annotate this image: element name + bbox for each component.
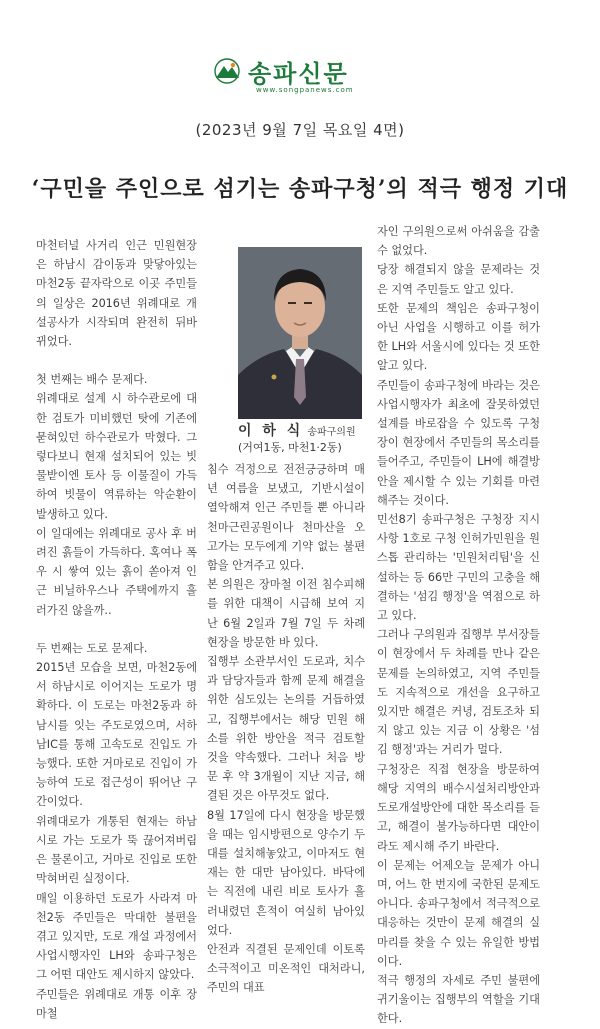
article-paragraph: 두 번째는 도로 문제다. [36, 641, 148, 655]
article-paragraph: 당장 해결되지 않을 문제라는 것은 지역 주민들도 알고 있다. [377, 263, 540, 296]
article-paragraph: 자인 구의원으로써 아쉬움을 감출 수 없었다. [377, 225, 540, 258]
author-role: 송파구의원 [307, 427, 356, 438]
newspaper-logo-icon [212, 58, 242, 84]
article-paragraph: 민선8기 송파구청은 구청장 지시사항 1호로 구청 인허가민원을 원스톱 관리하는 '민원처리팀'을 신설하는 등 66만 구민의 고충을 해결하는 '섬김 행정'을 역점으로 하고 있다. [377, 513, 540, 623]
article-paragraph: 침수 걱정으로 전전긍긍하며 매년 여름을 보냈고, 기반시설이 열악해져 인근 주민들 뿐 아니라 천마근린공원이나 천마산을 오고가는 모두에게 기약 없는 불편함을 안겨주고 있다. [207, 463, 365, 573]
article-paragraph: 이 일대에는 위례대로 공사 후 버려진 흙들이 가득하다. 혹여나 폭우 시 쌓여 있는 흙이 쏟아져 인근 비닐하우스나 주택에까지 흘러가진 않을까.. [36, 526, 197, 617]
author-photo [238, 247, 362, 419]
article-paragraph: 안전과 직결된 문제인데 이토록 소극적이고 미온적인 대처라니, 주민의 대표 [207, 943, 365, 995]
author-name: 이 하 식 [238, 423, 304, 439]
article-column-3 [377, 222, 540, 1029]
newspaper-title: 송파신문 [248, 60, 349, 88]
author-portrait-image [238, 247, 362, 419]
paragraph-gap [36, 351, 197, 370]
article-paragraph: 2015년 모습을 보면, 마천2동에서 하남시로 이어지는 도로가 명확하다. 이 도로는 마천2동과 하남시를 잇는 주도로였으며, 서하남IC를 통해 고속도로 진입도 가능했다. 또한 거마로로 진입이 가능하여 도로 접근성이 뛰어난 구간이었다. [36, 661, 197, 809]
article-paragraph: 매일 이용하던 도로가 사라져 마천2동 주민들은 막대한 불편을 겪고 있지만, 도로 개설 과정에서 사업시행자인 LH와 송파구청은 그 어떤 대안도 제시하지 않았다. [36, 891, 197, 982]
article-paragraph: 주민들은 위례대로 개통 이후 장마철 [36, 987, 197, 1020]
article-paragraph: 구청장은 직접 현장을 방문하여 해당 지역의 배수시설처리방안과 도로개설방안에 대한 목소리를 듣고, 해결이 불가능하다면 대안이라도 제시해 주기 바란다. [377, 762, 540, 853]
article-headline: ‘구민을 주인으로 섬기는 송파구청’의 적극 행정 기대 [31, 176, 569, 202]
article-paragraph: 주민들이 송파구청에 바라는 것은 사업시행자가 최초에 잘못하였던 설계를 바로잡을 수 있도록 구청장이 현장에서 주민들의 목소리를 들어주고, 주민들이 LH에 해결방안을 제시할 수 있는 기회를 마련해주는 것이다. [377, 378, 540, 507]
article-paragraph: 마천터널 사거리 인근 민원현장은 하남시 감이동과 맞닿아있는 마천2동 끝자락으로 이곳 주민들의 일상은 2016년 위례대로 개설공사가 시작되며 완전히 뒤바뀌었다. [36, 239, 197, 349]
article-column-2 [207, 460, 365, 998]
article-paragraph: 첫 번째는 배수 문제다. [36, 373, 148, 387]
article-paragraph: 적극 행정의 자세로 주민 불편에 귀기울이는 집행부의 역할을 기대한다. [377, 973, 540, 1026]
paragraph-gap [36, 620, 197, 639]
article-paragraph: 또한 문제의 책임은 송파구청이 아닌 사업을 시행하고 이를 허가한 LH와 서울시에 있다는 것 또한 알고 있다. [377, 301, 540, 373]
article-paragraph: 위례대로 설계 시 하수관로에 대한 검토가 미비했던 탓에 기존에 묻혀있던 하수관로가 막혔다. 그렇다보니 현재 설치되어 있는 빗물받이엔 토사 등 이물질이 가득하여 빗물이 역류하는 악순환이 발생하고 있다. [36, 392, 197, 521]
article-paragraph: 그러나 구의원과 집행부 부서장들이 현장에서 두 차례를 만나 같은 문제를 논의하였고, 지역 주민들도 지속적으로 개선을 요구하고 있지만 해결은 커녕, 검토조차 되지 않고 있는 지금 이 상황은 '섬김 행정'과는 거리가 멀다. [377, 628, 540, 757]
article-paragraph: 8월 17일에 다시 현장을 방문했을 때는 임시방편으로 양수기 두 대를 설치해놓았고, 이마저도 현재는 한 대만 남아있다. 바닥에는 직전에 내린 비로 토사가 흘러내렸던 흔적이 여실히 남아있었다. [207, 808, 365, 937]
article-paragraph: 위례대로가 개통된 현재는 하남시로 가는 도로가 뚝 끊어져버림은 물론이고, 거마로 진입로 또한 막혀버린 실정이다. [36, 814, 197, 886]
author-district: (거여1동, 마천1·2동) [238, 441, 342, 454]
article-column-1 [36, 236, 197, 1023]
newspaper-url: www.songpanews.com [256, 86, 354, 94]
masthead [0, 50, 600, 100]
article-paragraph: 집행부 소관부서인 도로과, 치수과 담당자들과 함께 문제 해결을 위한 심도있는 논의를 거듭하였고, 집행부에서는 해당 민원 해소를 위한 방안을 적극 검토할 것을 약속했다. 그러나 처음 방문 후 약 3개월이 지난 지금, 해결된 것은 아무것도 없다. [207, 655, 365, 803]
publication-date: (2023년 9월 7일 목요일 4면) [195, 121, 405, 139]
article-paragraph: 본 의원은 장마철 이전 침수피해를 위한 대책이 시급해 보여 지난 6월 2일과 7월 7일 두 차례 현장을 방문한 바 있다. [207, 578, 365, 649]
article-paragraph: 이 문제는 어제오늘 문제가 아니며, 어느 한 번지에 국한된 문제도 아니다. 송파구청에서 적극적으로 대응하는 것만이 문제 해결의 실마리를 찾을 수 있는 유일한 방법이다. [377, 858, 540, 968]
author-byline [238, 424, 368, 455]
